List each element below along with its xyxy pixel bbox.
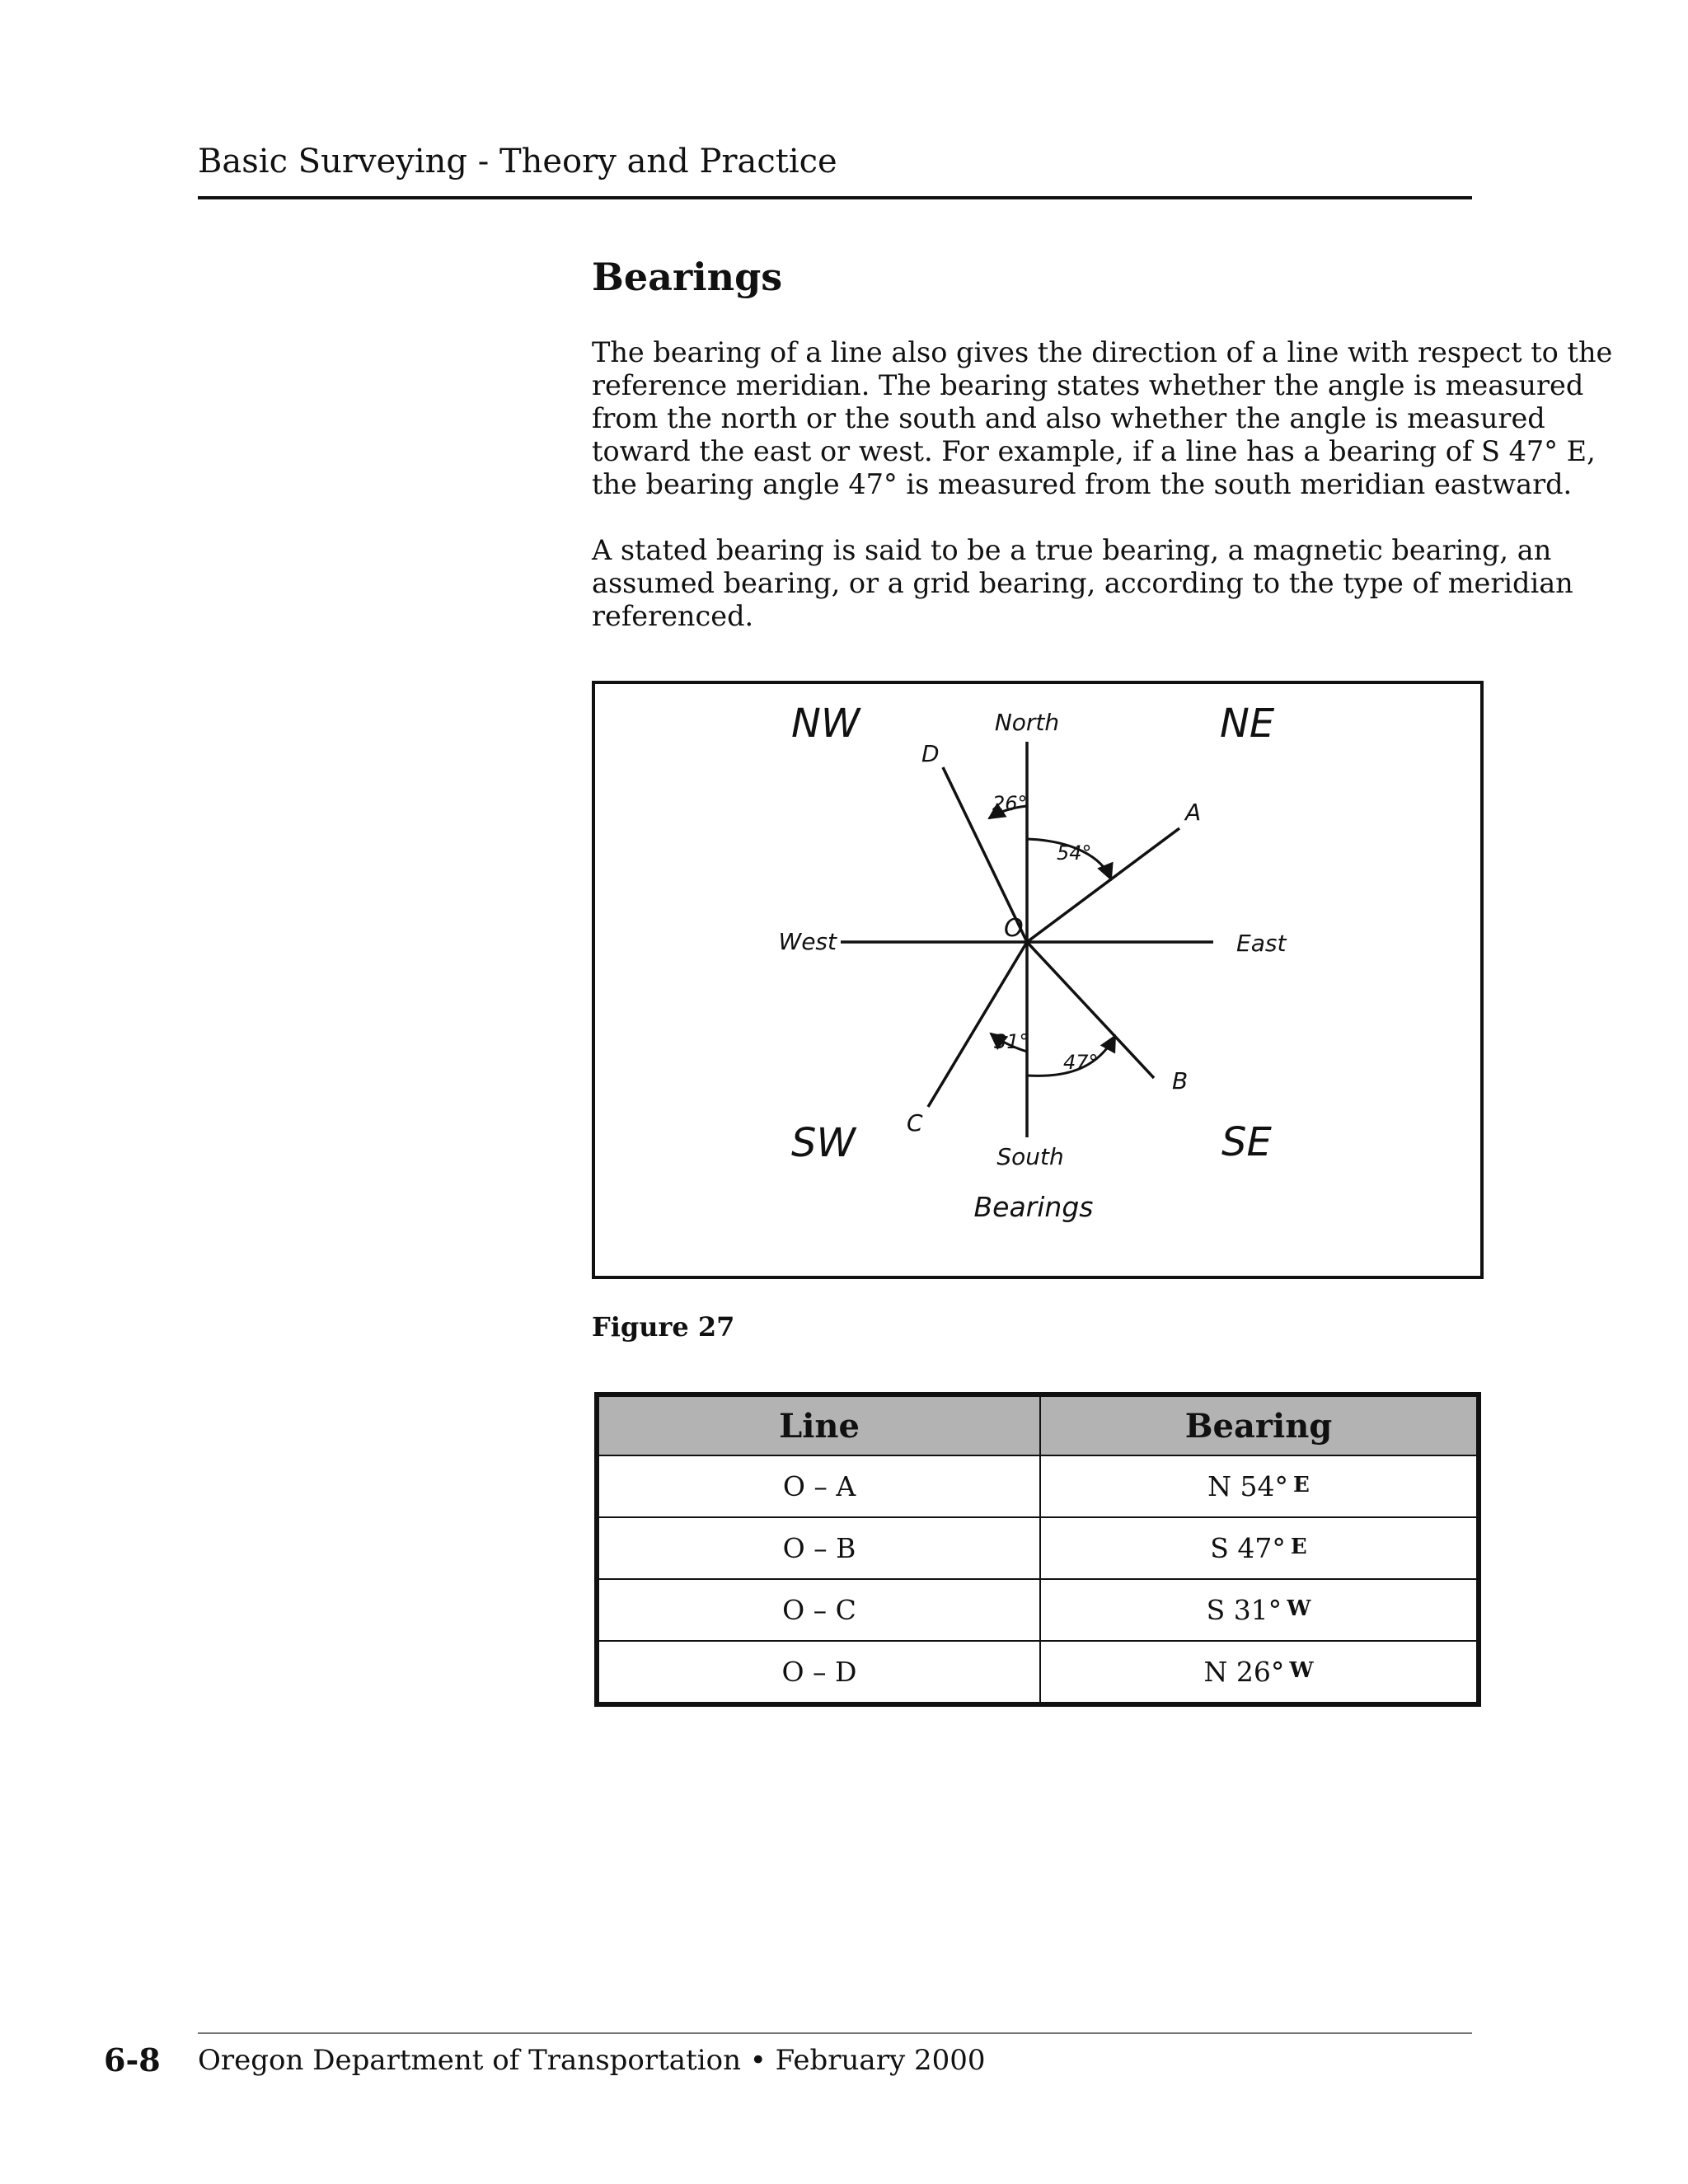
cell-line: O – B [597, 1517, 1040, 1579]
bearing-direction: W [1287, 1596, 1311, 1621]
quadrant-label-nw: NW [791, 701, 860, 747]
direction-label-north: North [994, 709, 1060, 736]
bearings-figure [592, 681, 1484, 1279]
cell-line: O – A [597, 1455, 1040, 1517]
bearing-direction: W [1289, 1658, 1314, 1683]
paragraph-line: reference meridian. The bearing states whether the angle is measured [592, 369, 1584, 401]
angle-label-c: 31° [994, 1030, 1029, 1053]
table-row [597, 1455, 1479, 1517]
running-header-title: Basic Surveying - Theory and Practice [198, 143, 837, 180]
point-label-d: D [921, 740, 940, 767]
bearing-table [594, 1392, 1481, 1707]
point-label-a: A [1185, 799, 1202, 826]
angle-label-a: 54° [1057, 841, 1092, 865]
diagram-inner-caption: Bearings [973, 1191, 1094, 1223]
paragraph-line: toward the east or west. For example, if a line has a bearing of S 47° E, [592, 435, 1596, 467]
paragraph-line: assumed bearing, or a grid bearing, according to the type of meridian [592, 567, 1573, 599]
bearing-value: N 54° [1207, 1470, 1289, 1502]
table-row [597, 1641, 1479, 1704]
paragraph-line: from the north or the south and also whether the angle is measured [592, 402, 1545, 434]
bearing-value: S 31° [1206, 1594, 1282, 1626]
table-row [597, 1579, 1479, 1641]
quadrant-label-se: SE [1221, 1119, 1272, 1165]
bearing-direction: E [1290, 1535, 1307, 1559]
paragraph-bearing-definition [592, 336, 1613, 501]
point-label-b: B [1172, 1067, 1189, 1094]
bearing-direction: E [1293, 1473, 1310, 1497]
line-o-a [1027, 828, 1179, 942]
origin-label: O [1004, 914, 1024, 943]
table-row [597, 1517, 1479, 1579]
cell-bearing [1040, 1455, 1479, 1517]
paragraph-line: The bearing of a line also gives the direction of a line with respect to the [592, 336, 1613, 368]
header-rule [198, 196, 1472, 199]
line-o-c [928, 942, 1027, 1107]
point-label-c: C [907, 1109, 923, 1137]
quadrant-label-sw: SW [791, 1120, 856, 1166]
angle-label-d: 26° [992, 792, 1028, 815]
quadrant-label-ne: NE [1220, 701, 1275, 747]
table-header-row [597, 1394, 1479, 1455]
paragraph-line: referenced. [592, 600, 754, 632]
page-number: 6-8 [104, 2041, 161, 2079]
cell-bearing [1040, 1579, 1479, 1641]
figure-caption: Figure 27 [592, 1311, 735, 1343]
footer-text: Oregon Department of Transportation • February 2000 [198, 2044, 986, 2077]
cell-line: O – D [597, 1641, 1040, 1704]
column-header-bearing: Bearing [1040, 1394, 1479, 1455]
paragraph-line: A stated bearing is said to be a true bearing, a magnetic bearing, an [592, 534, 1552, 566]
paragraph-bearing-types [592, 534, 1573, 633]
paragraph-line: the bearing angle 47° is measured from the south meridian eastward. [592, 468, 1573, 500]
direction-label-west: West [778, 928, 837, 955]
cell-line: O – C [597, 1579, 1040, 1641]
direction-label-south: South [996, 1143, 1064, 1170]
bearing-value: N 26° [1203, 1656, 1285, 1688]
cell-bearing [1040, 1517, 1479, 1579]
column-header-line: Line [597, 1394, 1040, 1455]
footer-rule [198, 2032, 1472, 2034]
bearings-diagram [595, 684, 1480, 1276]
angle-label-b: 47° [1063, 1051, 1099, 1074]
section-heading: Bearings [592, 255, 783, 299]
direction-label-east: East [1236, 930, 1287, 957]
cell-bearing [1040, 1641, 1479, 1704]
bearing-value: S 47° [1210, 1532, 1286, 1564]
